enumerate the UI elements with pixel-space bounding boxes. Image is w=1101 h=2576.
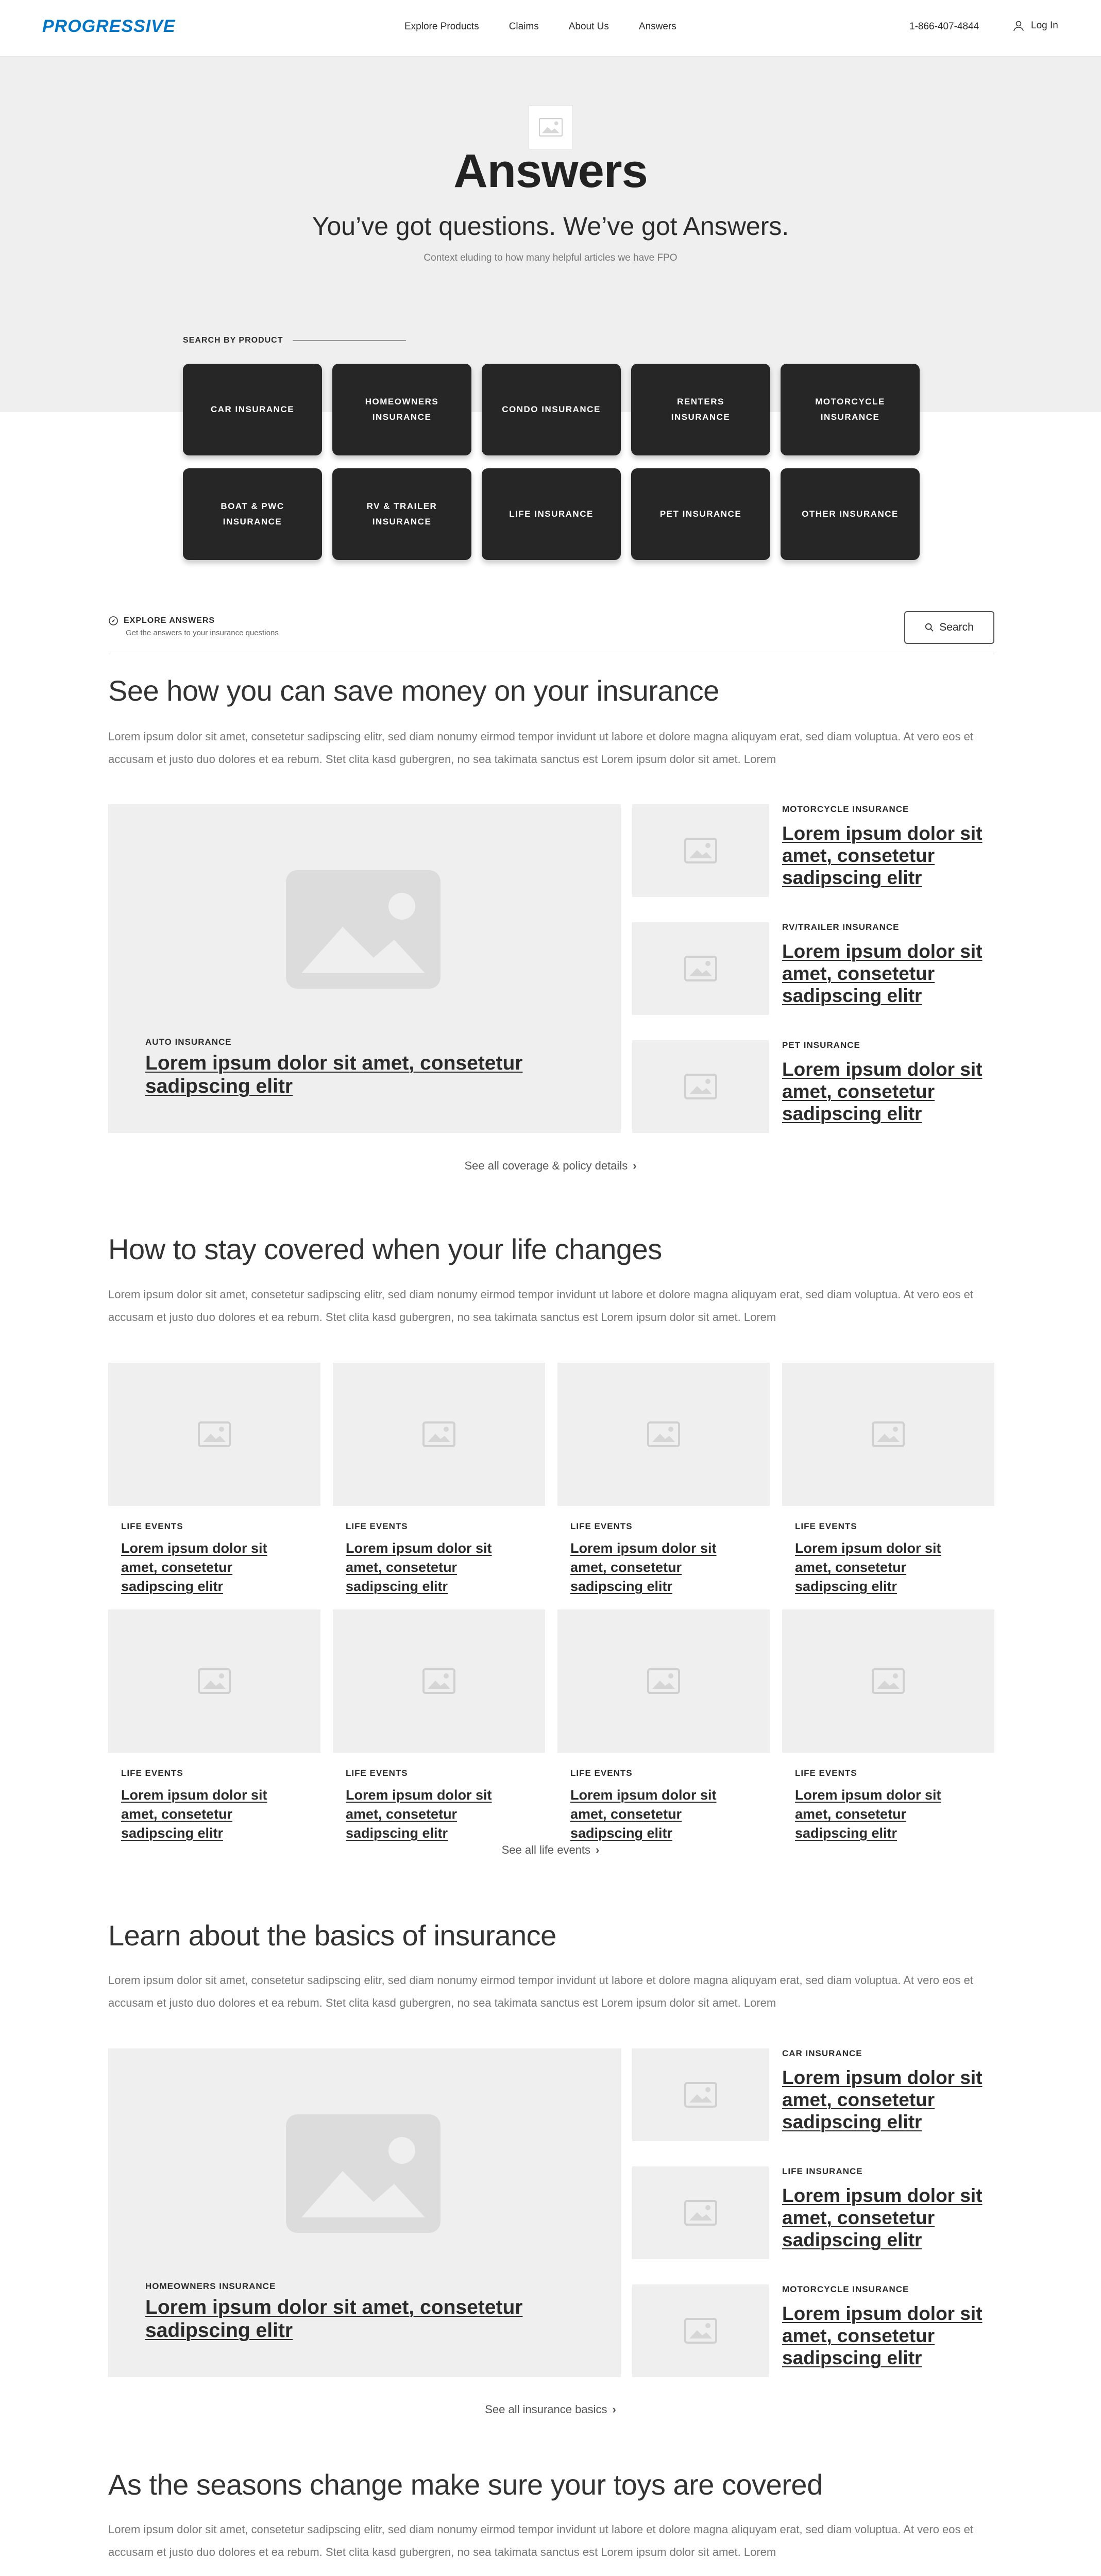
image-placeholder-icon — [422, 1668, 455, 1694]
image-placeholder-icon — [872, 1668, 905, 1694]
article-title[interactable] — [782, 822, 983, 889]
explore-answers-bar — [108, 611, 994, 652]
save-section-title: See how you can save money on your insurance — [108, 674, 719, 707]
article-category: LIFE EVENTS — [346, 1768, 408, 1778]
search-icon — [925, 623, 934, 632]
image-placeholder-icon — [684, 956, 717, 981]
article-title[interactable] — [145, 2296, 547, 2342]
image-placeholder-icon — [198, 1668, 231, 1694]
article-category: CAR INSURANCE — [782, 2048, 862, 2058]
article-thumbnail[interactable] — [333, 1363, 545, 1506]
article-category: LIFE EVENTS — [570, 1521, 633, 1531]
article-category: LIFE EVENTS — [121, 1521, 183, 1531]
article-link[interactable]: Lorem ipsum dolor sit amet, consetetur sadipscing elitr — [782, 823, 983, 888]
article-title[interactable] — [346, 1539, 531, 1596]
article-title[interactable] — [346, 1786, 531, 1843]
article-link[interactable]: Lorem ipsum dolor sit amet, consetetur sadipscing elitr — [795, 1787, 941, 1841]
life-event-card[interactable] — [333, 1609, 545, 1843]
see-all-label: See all insurance basics — [485, 2403, 607, 2416]
article-thumbnail[interactable] — [632, 804, 769, 897]
life-event-card[interactable] — [333, 1363, 545, 1596]
basics-section-intro: Lorem ipsum dolor sit amet, consetetur sadipscing elitr, sed diam nonumy eirmod tempor invidunt ut labore et dolore magna aliquyam erat, sed diam voluptua. At vero eos et accusam et justo duo dolores et ea rebum. Stet clita kasd gubergren, no sea takimata sanctus est Lorem ipsum dolor sit amet. Lorem — [108, 1974, 973, 2009]
article-category: MOTORCYCLE INSURANCE — [782, 2284, 909, 2294]
image-placeholder-icon — [647, 1421, 680, 1447]
see-all-life-events-link[interactable] — [0, 1843, 1101, 1857]
image-placeholder-icon — [286, 2114, 441, 2233]
article-link[interactable]: Lorem ipsum dolor sit amet, consetetur sadipscing elitr — [346, 1787, 492, 1841]
phone-number[interactable]: 1-866-407-4844 — [909, 21, 979, 32]
image-placeholder-icon — [422, 1421, 455, 1447]
covered-section-intro: Lorem ipsum dolor sit amet, consetetur sadipscing elitr, sed diam nonumy eirmod tempor invidunt ut labore et dolore magna aliquyam erat, sed diam voluptua. At vero eos et accusam et justo duo dolores et ea rebum. Stet clita kasd gubergren, no sea takimata sanctus est Lorem ipsum dolor sit amet. Lorem — [108, 1288, 973, 1324]
article-title[interactable] — [145, 1052, 547, 1098]
nav-about-us[interactable]: About Us — [568, 21, 609, 32]
see-all-coverage-link[interactable] — [0, 1159, 1101, 1173]
article-title[interactable] — [570, 1539, 756, 1596]
article-thumbnail[interactable] — [557, 1363, 770, 1506]
article-link[interactable]: Lorem ipsum dolor sit amet, consetetur sadipscing elitr — [782, 2303, 983, 2368]
product-renters-insurance[interactable]: RENTERS INSURANCE — [631, 364, 770, 455]
progressive-logo[interactable]: PROGRESSIVE — [42, 16, 176, 36]
image-placeholder-icon — [872, 1421, 905, 1447]
explore-subtitle: Get the answers to your insurance questions — [126, 629, 279, 637]
article-category: LIFE EVENTS — [121, 1768, 183, 1778]
see-all-label: See all coverage & policy details — [464, 1159, 628, 1172]
user-icon — [1012, 20, 1025, 32]
product-motorcycle-insurance[interactable]: MOTORCYCLE INSURANCE — [781, 364, 920, 455]
answers-image-icon — [529, 105, 573, 149]
life-event-card[interactable] — [557, 1363, 770, 1596]
article-thumbnail[interactable] — [632, 1040, 769, 1133]
article-thumbnail[interactable] — [782, 1363, 994, 1506]
product-rv-trailer-insurance[interactable]: RV & TRAILER INSURANCE — [332, 468, 471, 560]
chevron-right-icon: › — [596, 1843, 600, 1856]
article-title[interactable] — [795, 1539, 980, 1596]
life-event-card[interactable] — [782, 1609, 994, 1843]
hero — [0, 57, 1101, 412]
image-placeholder-icon — [684, 2082, 717, 2108]
search-by-product-label — [183, 336, 406, 345]
site-header — [0, 0, 1101, 57]
search-button-label: Search — [939, 621, 974, 633]
product-condo-insurance[interactable]: CONDO INSURANCE — [482, 364, 621, 455]
featured-article-auto[interactable] — [108, 804, 621, 1133]
article-thumbnail[interactable] — [557, 1609, 770, 1753]
covered-section-title: How to stay covered when your life changes — [108, 1233, 662, 1265]
nav-explore-products[interactable]: Explore Products — [404, 21, 479, 32]
article-title[interactable] — [782, 2066, 983, 2133]
article-title[interactable] — [782, 940, 983, 1007]
search-button[interactable] — [904, 611, 994, 644]
article-link[interactable]: Lorem ipsum dolor sit amet, consetetur sadipscing elitr — [782, 2067, 983, 2132]
page-title: Answers — [453, 145, 648, 197]
article-title[interactable] — [570, 1786, 756, 1843]
toys-section-intro: Lorem ipsum dolor sit amet, consetetur sadipscing elitr, sed diam nonumy eirmod tempor invidunt ut labore et dolore magna aliquyam erat, sed diam voluptua. At vero eos et accusam et justo duo dolores et ea rebum. Stet clita kasd gubergren, no sea takimata sanctus est Lorem ipsum dolor sit amet. Lorem — [108, 2523, 973, 2558]
product-life-insurance[interactable]: LIFE INSURANCE — [482, 468, 621, 560]
image-placeholder-icon — [684, 2318, 717, 2344]
save-section-intro: Lorem ipsum dolor sit amet, consetetur sadipscing elitr, sed diam nonumy eirmod tempor invidunt ut labore et dolore magna aliquyam erat, sed diam voluptua. At vero eos et accusam et justo duo dolores et ea rebum. Stet clita kasd gubergren, no sea takimata sanctus est Lorem ipsum dolor sit amet. Lorem — [108, 730, 973, 766]
article-link[interactable]: Lorem ipsum dolor sit amet, consetetur sadipscing elitr — [570, 1540, 717, 1594]
chevron-right-icon: › — [612, 2403, 616, 2416]
article-link[interactable]: Lorem ipsum dolor sit amet, consetetur sadipscing elitr — [782, 1059, 983, 1124]
see-all-insurance-basics-link[interactable] — [0, 2403, 1101, 2416]
product-grid — [183, 364, 920, 560]
hero-description: Context eluding to how many helpful articles we have FPO — [424, 252, 677, 263]
login-label: Log In — [1031, 20, 1058, 31]
article-category: LIFE EVENTS — [570, 1768, 633, 1778]
article-category: LIFE EVENTS — [795, 1768, 857, 1778]
login-link[interactable] — [1012, 20, 1058, 32]
article-thumbnail[interactable] — [333, 1609, 545, 1753]
chevron-right-icon: › — [633, 1159, 637, 1172]
article-thumbnail[interactable] — [632, 2284, 769, 2377]
article-thumbnail[interactable] — [632, 2166, 769, 2259]
explore-title-text: EXPLORE ANSWERS — [124, 616, 215, 625]
article-link[interactable]: Lorem ipsum dolor sit amet, consetetur sadipscing elitr — [782, 2185, 983, 2250]
article-category: RV/TRAILER INSURANCE — [782, 922, 900, 932]
life-event-card[interactable] — [108, 1609, 320, 1843]
article-category: PET INSURANCE — [782, 1040, 860, 1050]
image-placeholder-icon — [684, 2200, 717, 2226]
article-thumbnail[interactable] — [632, 2048, 769, 2141]
article-title[interactable] — [795, 1786, 980, 1843]
article-title[interactable] — [782, 2184, 983, 2251]
article-thumbnail[interactable] — [632, 922, 769, 1015]
article-category: HOMEOWNERS INSURANCE — [145, 2281, 276, 2291]
product-boat-pwc-insurance[interactable]: BOAT & PWC INSURANCE — [183, 468, 322, 560]
article-link[interactable]: Lorem ipsum dolor sit amet, consetetur sadipscing elitr — [795, 1540, 941, 1594]
article-link[interactable]: Lorem ipsum dolor sit amet, consetetur sadipscing elitr — [570, 1787, 717, 1841]
article-category: MOTORCYCLE INSURANCE — [782, 804, 909, 814]
image-placeholder-icon — [684, 1074, 717, 1099]
life-event-card[interactable] — [557, 1609, 770, 1843]
article-link[interactable]: Lorem ipsum dolor sit amet, consetetur sadipscing elitr — [121, 1540, 267, 1594]
article-category: LIFE INSURANCE — [782, 2166, 863, 2176]
life-event-card[interactable] — [108, 1363, 320, 1596]
article-link[interactable]: Lorem ipsum dolor sit amet, consetetur sadipscing elitr — [346, 1540, 492, 1594]
image-placeholder-icon — [647, 1668, 680, 1694]
product-other-insurance[interactable]: OTHER INSURANCE — [781, 468, 920, 560]
article-category: AUTO INSURANCE — [145, 1037, 232, 1047]
article-thumbnail[interactable] — [108, 1363, 320, 1506]
hero-subtitle: You’ve got questions. We’ve got Answers. — [312, 212, 789, 241]
product-homeowners-insurance[interactable]: HOMEOWNERS INSURANCE — [332, 364, 471, 455]
image-placeholder-icon — [684, 838, 717, 863]
article-title[interactable] — [782, 2302, 983, 2369]
search-by-product-text: SEARCH BY PRODUCT — [183, 336, 283, 345]
explore-title — [108, 616, 215, 626]
article-title[interactable] — [121, 1539, 307, 1596]
product-car-insurance[interactable]: CAR INSURANCE — [183, 364, 322, 455]
article-title[interactable] — [121, 1786, 307, 1843]
main-nav — [404, 21, 676, 32]
article-link[interactable]: Lorem ipsum dolor sit amet, consetetur sadipscing elitr — [145, 1052, 523, 1097]
article-category: LIFE EVENTS — [346, 1521, 408, 1531]
featured-article-homeowners[interactable] — [108, 2048, 621, 2377]
life-event-card[interactable] — [782, 1363, 994, 1596]
compass-icon — [108, 616, 118, 626]
article-link[interactable]: Lorem ipsum dolor sit amet, consetetur sadipscing elitr — [782, 941, 983, 1006]
product-pet-insurance[interactable]: PET INSURANCE — [631, 468, 770, 560]
article-link[interactable]: Lorem ipsum dolor sit amet, consetetur sadipscing elitr — [145, 2296, 523, 2342]
article-link[interactable]: Lorem ipsum dolor sit amet, consetetur sadipscing elitr — [121, 1787, 267, 1841]
article-category: LIFE EVENTS — [795, 1521, 857, 1531]
see-all-label: See all life events — [501, 1843, 591, 1856]
article-thumbnail[interactable] — [108, 1609, 320, 1753]
image-placeholder-icon — [198, 1421, 231, 1447]
article-title[interactable] — [782, 1058, 983, 1125]
toys-section-title: As the seasons change make sure your toys are covered — [108, 2468, 823, 2501]
divider — [293, 340, 406, 341]
article-thumbnail[interactable] — [782, 1609, 994, 1753]
nav-answers[interactable]: Answers — [638, 21, 676, 32]
nav-claims[interactable]: Claims — [509, 21, 539, 32]
image-placeholder-icon — [286, 870, 441, 989]
basics-section-title: Learn about the basics of insurance — [108, 1919, 556, 1952]
